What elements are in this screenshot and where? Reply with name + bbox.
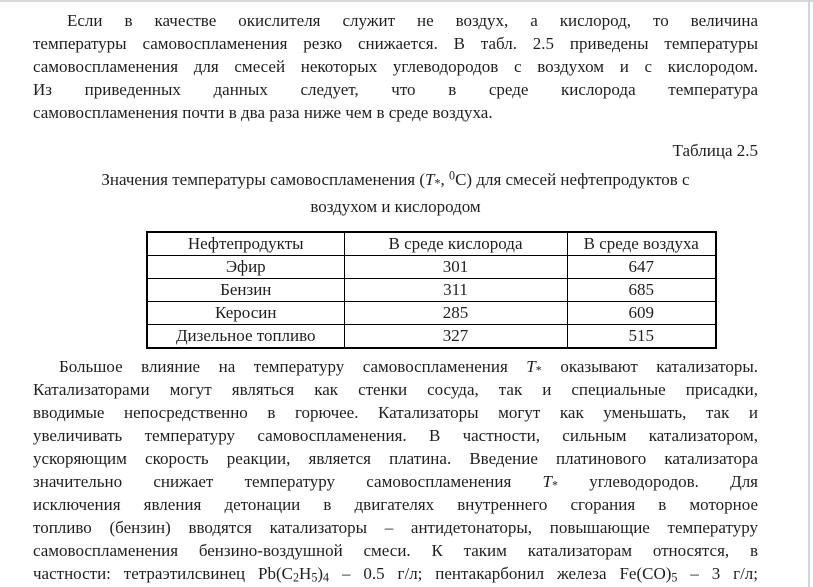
table-body <box>147 256 716 349</box>
text-line: самовоспламенения бензино-воздушной смеси. К таким катализаторам относятся, в <box>33 541 758 560</box>
column-header: Нефтепродукты <box>147 232 344 256</box>
text-line: Если в качестве окислителя служит не воздух, а кислород, то величина <box>67 11 758 30</box>
table-cell: 647 <box>567 256 716 279</box>
table-cell: 515 <box>567 325 716 349</box>
text-line: исключения явления детонации в двигателях внутреннего сгорания в моторное <box>33 495 758 514</box>
table-cell: 301 <box>344 256 567 279</box>
table-header <box>147 232 716 256</box>
text-line: температуры самовоспламенения резко снижается. В табл. 2.5 приведены температуры <box>33 34 758 53</box>
table-row <box>147 302 716 325</box>
table-cell: 311 <box>344 279 567 302</box>
text-line: Из приведенных данных следует, что в среде кислорода температура <box>33 80 758 99</box>
table-cell: Бензин <box>147 279 344 302</box>
table-number-label: Таблица 2.5 <box>672 141 758 160</box>
table-cell: Эфир <box>147 256 344 279</box>
column-header: В среде воздуха <box>567 232 716 256</box>
column-header: В среде кислорода <box>344 232 567 256</box>
table-cell: 285 <box>344 302 567 325</box>
text-line: ускоряющим скорость реакции, является платина. Введение платинового катализатора <box>33 449 758 468</box>
table-row <box>147 256 716 279</box>
text-line: Катализаторами могут являться как стенки сосуда, так и специальные присадки, <box>33 380 758 399</box>
table-cell: 609 <box>567 302 716 325</box>
table-caption <box>33 166 758 220</box>
text-line: вводимые непосредственно в горючее. Катализаторы могут как уменьшать, так и <box>33 403 758 422</box>
text-line: увеличивать температуру самовоспламенения. В частности, сильным катализатором, <box>33 426 758 445</box>
paragraph-catalysts <box>33 355 758 585</box>
table-row <box>147 325 716 349</box>
paragraph-intro <box>33 9 758 124</box>
text-line: Большое влияние на температуру самовоспламенения $T_*$ оказывают катализаторы. <box>59 357 758 378</box>
table-row <box>147 279 716 302</box>
text-line: частности: тетраэтилсвинец $Pb(C_2H_5)_4 - 0.5$ г/л; пентакарбонил железа $Fe(CO)_5 - 3$ г/л; <box>33 564 758 585</box>
page-top-border <box>0 0 813 2</box>
table-header-row <box>147 232 716 256</box>
text-line: воздухом и кислородом <box>310 197 481 216</box>
table-cell: 685 <box>567 279 716 302</box>
text-line: значительно снижает температуру самовоспламенения $T_*$ углеводородов. Для <box>33 472 758 493</box>
table-cell: Керосин <box>147 302 344 325</box>
text-line: топливо (бензин) вводятся катализаторы – антидетонаторы, повышающие температуру <box>33 518 758 537</box>
page-right-edge-line <box>808 0 810 587</box>
autoignition-temperature-table <box>146 231 717 349</box>
text-line: Значения температуры самовоспламенения ($T_*$, $^0$С) для смесей нефтепродуктов с <box>101 168 690 191</box>
table-cell: 327 <box>344 325 567 349</box>
table-cell: Дизельное топливо <box>147 325 344 349</box>
text-line: самовоспламенения почти в два раза ниже чем в среде воздуха. <box>33 103 493 122</box>
text-line: самовоспламенения для смесей некоторых углеводородов с воздухом и с кислородом. <box>33 57 758 76</box>
